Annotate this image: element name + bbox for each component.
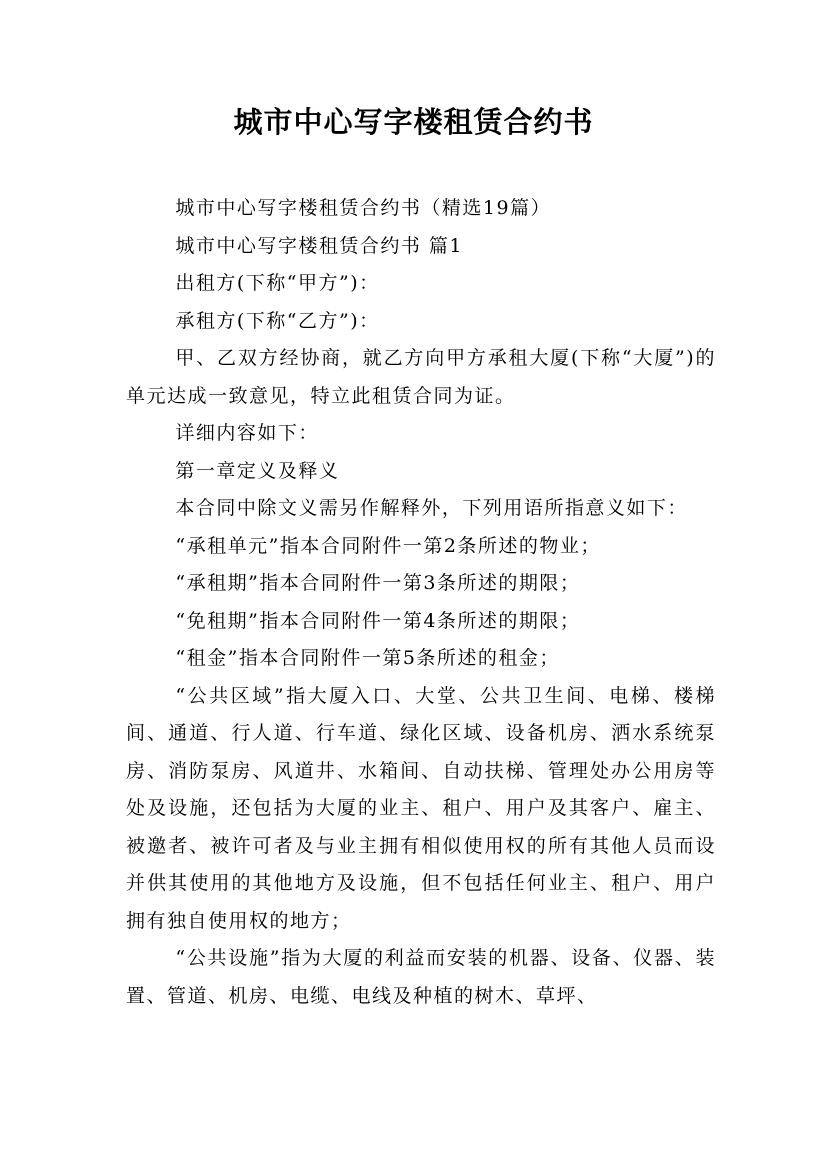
paragraph: 本合同中除文义需另作解释外，下列用语所指意义如下： — [175, 497, 688, 519]
paragraph: 承租方(下称“乙方”)： — [175, 309, 380, 332]
paragraph: “承租单元”指本合同附件一第2条所述的物业； — [175, 534, 601, 557]
paragraph: “公共设施”指为大厦的利益而安装的机器、设备、仪器、装置、管道、机房、电缆、电线及种植的树木、草坪、 — [126, 947, 716, 1007]
paragraph: 出租方(下称“甲方”)： — [175, 272, 380, 294]
paragraph: “免租期”指本合同附件一第4条所述的期限； — [175, 609, 581, 632]
paragraph: 城市中心写字楼租赁合约书（精选19篇） — [175, 197, 552, 219]
paragraph: “承租期”指本合同附件一第3条所述的期限； — [175, 572, 581, 594]
paragraph: 详细内容如下： — [175, 422, 319, 444]
paragraph: 甲、乙双方经协商，就乙方向甲方承租大厦(下称“大厦”)的单元达成一致意见，特立此租赁合同为证。 — [126, 347, 716, 407]
paragraph: “租金”指本合同附件一第5条所述的租金； — [175, 647, 560, 669]
document-body — [126, 190, 716, 1015]
document-title: 城市中心写字楼租赁合约书 — [233, 105, 594, 139]
paragraph: “公共区域”指大厦入口、大堂、公共卫生间、电梯、楼梯间、通道、行人道、行车道、绿化区域、设备机房、洒水系统泵房、消防泵房、风道井、水箱间、自动扶梯、管理处办公用房等处及设施，还包括为大厦的业主、租户、用户及其客户、雇主、被邀者、被许可者及与业主拥有相似使用权的所有其他人员而设并供其使用的其他地方及设施，但不包括任何业主、租户、用户拥有独自使用权的地方； — [126, 684, 716, 932]
paragraph: 城市中心写字楼租赁合约书 篇1 — [175, 234, 464, 257]
paragraph: 第一章定义及释义 — [175, 459, 340, 482]
